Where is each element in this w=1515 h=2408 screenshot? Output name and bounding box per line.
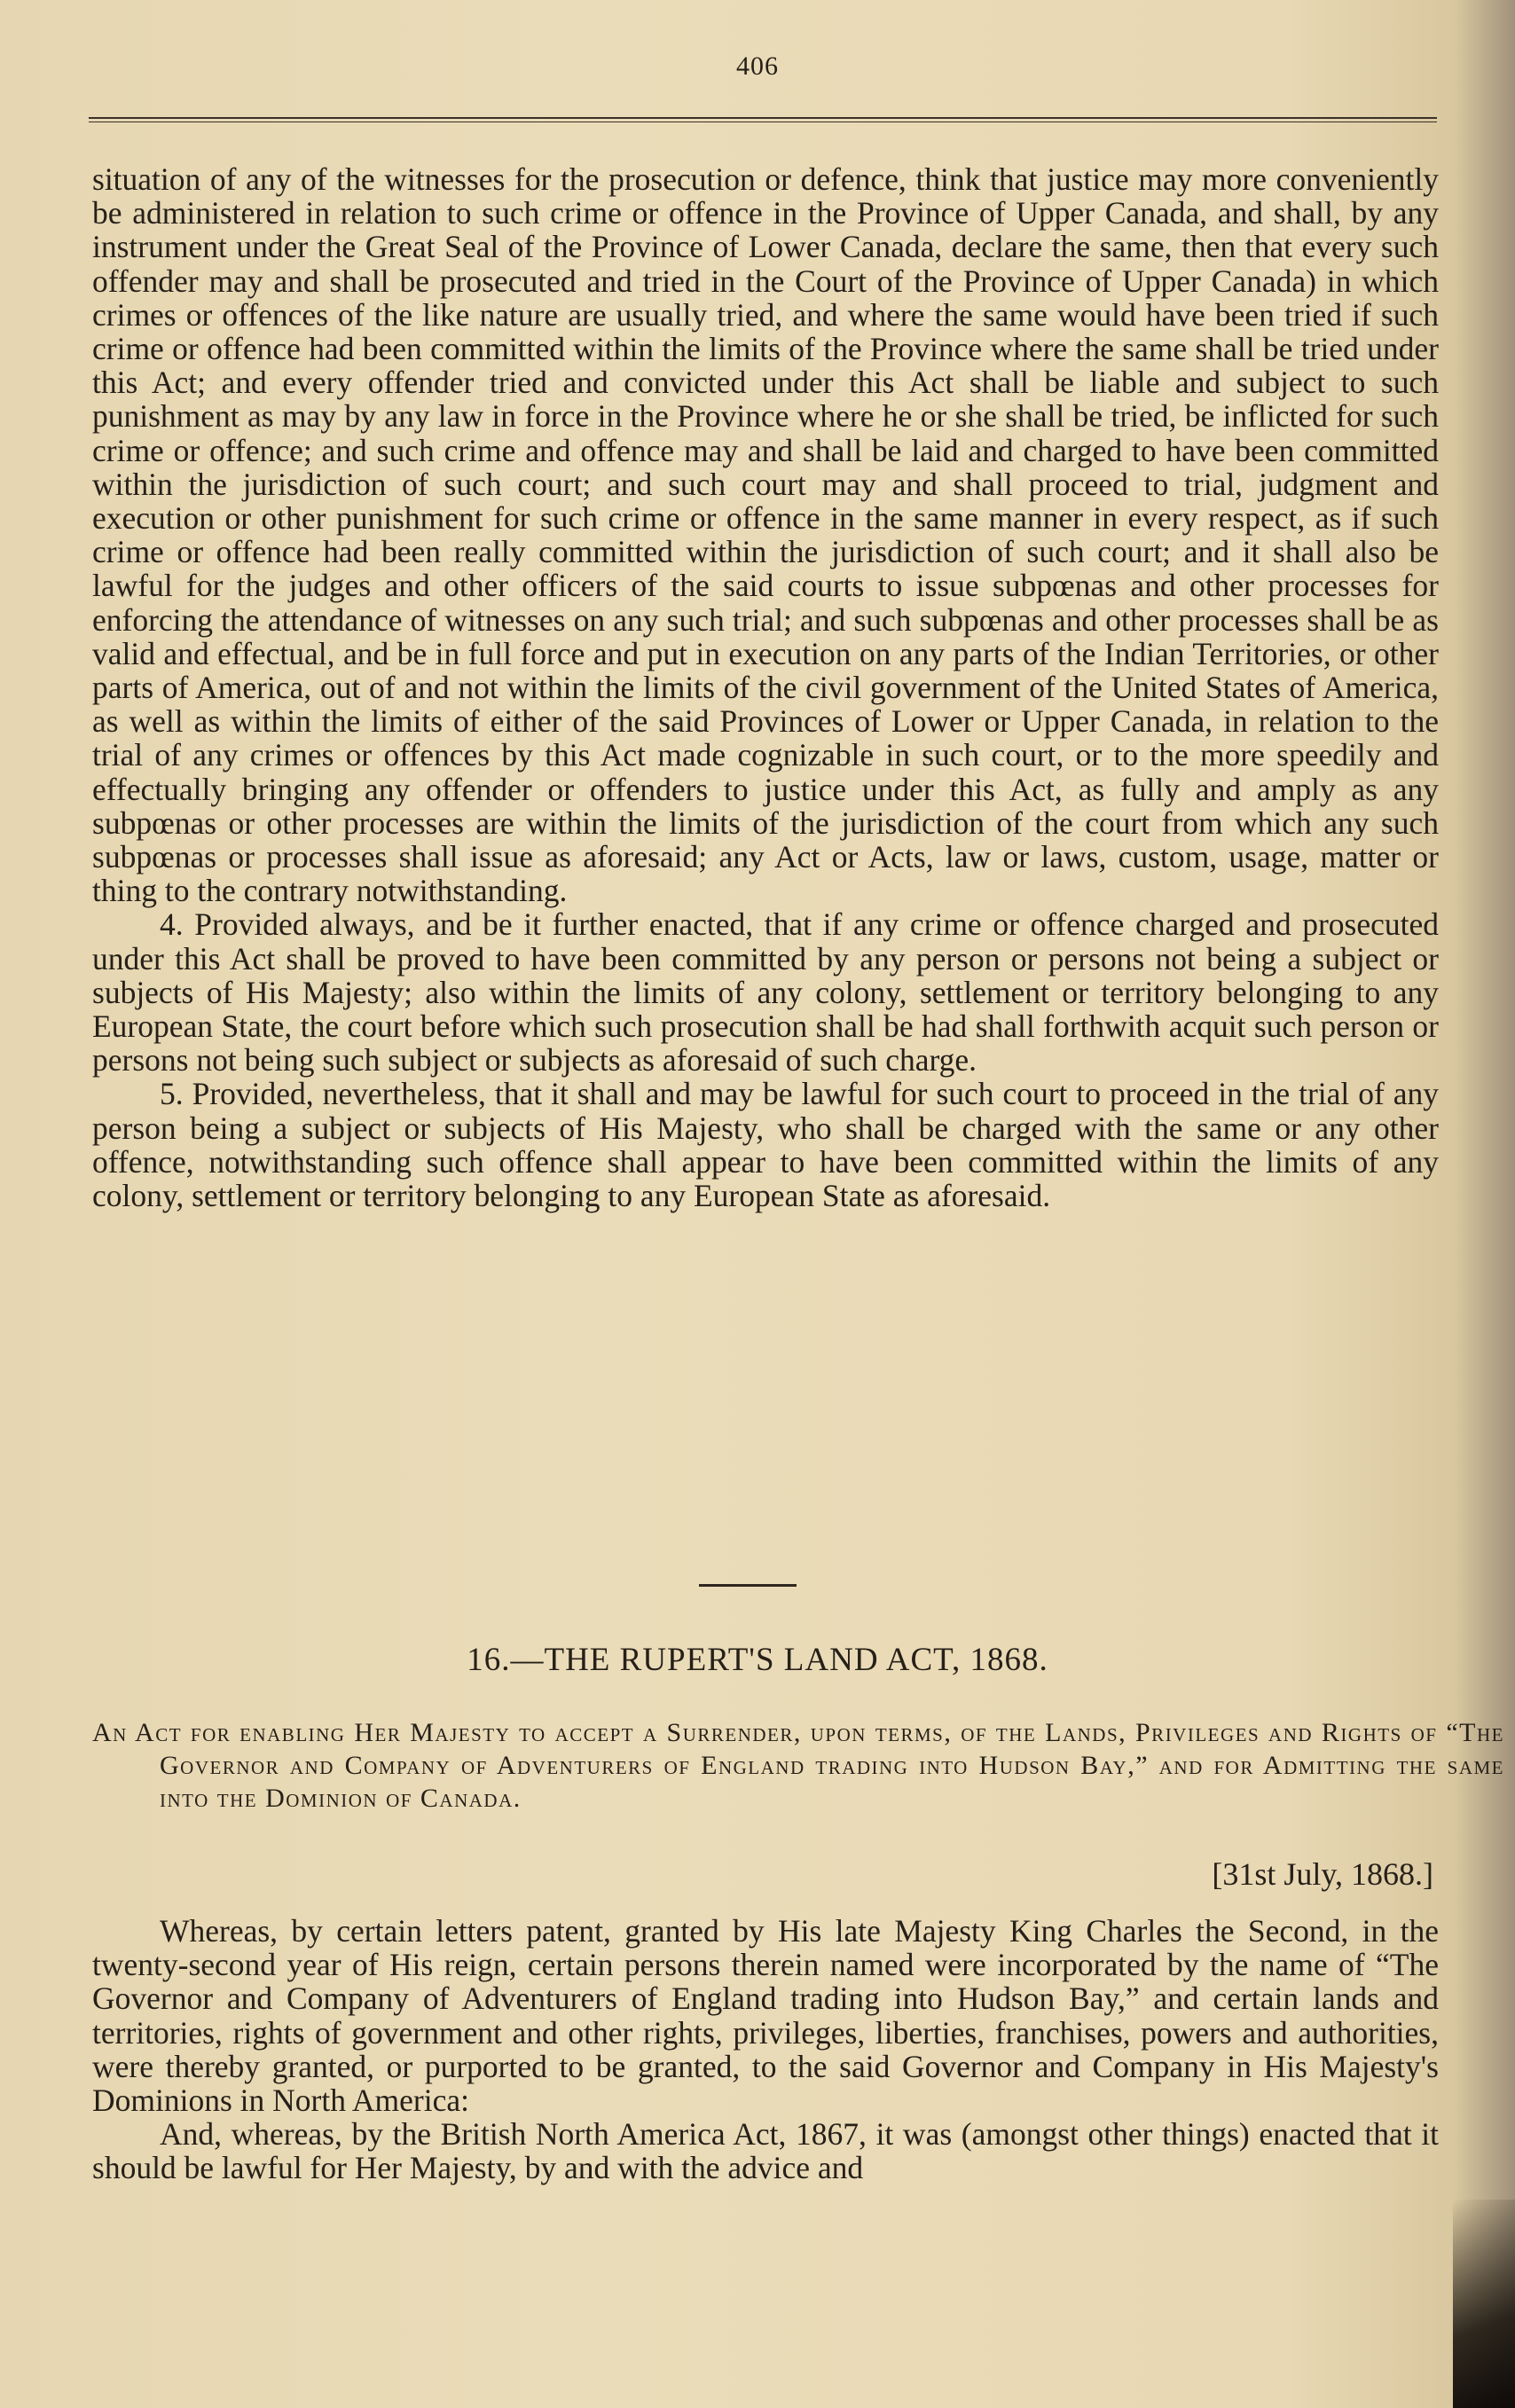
book-spine-shadow bbox=[1453, 2200, 1515, 2408]
paragraph-whereas: Whereas, by certain letters patent, granted by His late Majesty King Charles the Second, in the twenty-second year of His reign, certain persons therein named were incorporated by the name of “The Governor and Company of Adventurers of England trading into Hudson Bay,” and certain lands and territories, rights of government and other rights, privileges, liberties, franchises, powers and authorities, were thereby granted, or purported to be granted, to the said Governor and Company in His Majesty's Dominions in North America: bbox=[92, 1913, 1439, 2119]
act-preamble bbox=[92, 1914, 1439, 2185]
body-text-continued bbox=[92, 162, 1439, 1212]
page-number: 406 bbox=[736, 51, 779, 81]
act-date: [31st July, 1868.] bbox=[1212, 1856, 1433, 1892]
paragraph-section-4: 4. Provided always, and be it further enacted, that if any crime or offence charged and prosecuted under this Act shall be proved to have been committed by any person or persons not being a subject or subjects of His Majesty; also within the limits of any colony, settlement or territory belonging to any European State, the court before which such prosecution shall be had shall forthwith acquit such person or persons not being such subject or subjects as aforesaid of such charge. bbox=[92, 906, 1439, 1079]
header-rule bbox=[89, 117, 1437, 122]
act-long-title: An Act for enabling Her Majesty to accept a Surrender, upon terms, of the Lands, Privileges and Rights of “The Governor and Company of Adventurers of England trading into Hudson Bay,” and for Admitting the same into the Dominion of Canada. bbox=[92, 1718, 1505, 1813]
paragraph-and-whereas: And, whereas, by the British North America Act, 1867, it was (amongst other things) enacted that it should be lawful for Her Majesty, by and with the advice and bbox=[92, 2116, 1439, 2186]
paragraph-section-5: 5. Provided, nevertheless, that it shall and may be lawful for such court to proceed in the trial of any person being a subject or subjects of His Majesty, who shall be charged with the same or any other offence, notwithstanding such offence shall appear to have been committed within the limits of any colony, settlement or territory belonging to any European State as aforesaid. bbox=[92, 1076, 1439, 1214]
paragraph-continuation: situation of any of the witnesses for the prosecution or defence, think that justice may more conveniently be administered in relation to such crime or offence in the Province of Upper Canada, and shall, by any instrument under the Great Seal of the Province of Lower Canada, declare the same, then that every such offender may and shall be prosecuted and tried in the Court of the Province of Upper Canada) in which crimes or offences of the like nature are usually tried, and where the same would have been tried if such crime or offence had been committed within the limits of the Province where the same shall be tried under this Act; and every offender tried and convicted under this Act shall be liable and subject to such punishment as may by any law in force in the Province where he or she shall be tried, be inflicted for such crime or offence; and such crime and offence may and shall be laid and charged to have been committed within the jurisdiction of such court; and such court may and shall proceed to trial, judgment and execution or other punishment for such crime or offence in the same manner in every respect, as if such crime or offence had been really committed within the jurisdiction of such court; and it shall also be lawful for the judges and other officers of the said courts to issue subpœnas and other processes for enforcing the attendance of witnesses on any such trial; and such subpœnas and other processes shall be as valid and effectual, and be in full force and put in execution on any parts of the Indian Territories, or other parts of America, out of and not within the limits of the civil government of the United States of America, as well as within the limits of either of the said Provinces of Lower or Upper Canada, in relation to the trial of any crimes or offences by this Act made cognizable in such court, or to the more speedily and effectually bringing any offender or offenders to justice under this Act, as fully and amply as any subpœnas or other processes are within the limits of the jurisdiction of the court from which any such subpœnas or processes shall issue as aforesaid; any Act or Acts, law or laws, custom, usage, matter or thing to the contrary notwithstanding. bbox=[92, 161, 1439, 909]
section-divider bbox=[699, 1584, 797, 1587]
act-heading: 16.—THE RUPERT'S LAND ACT, 1868. bbox=[467, 1642, 1048, 1678]
